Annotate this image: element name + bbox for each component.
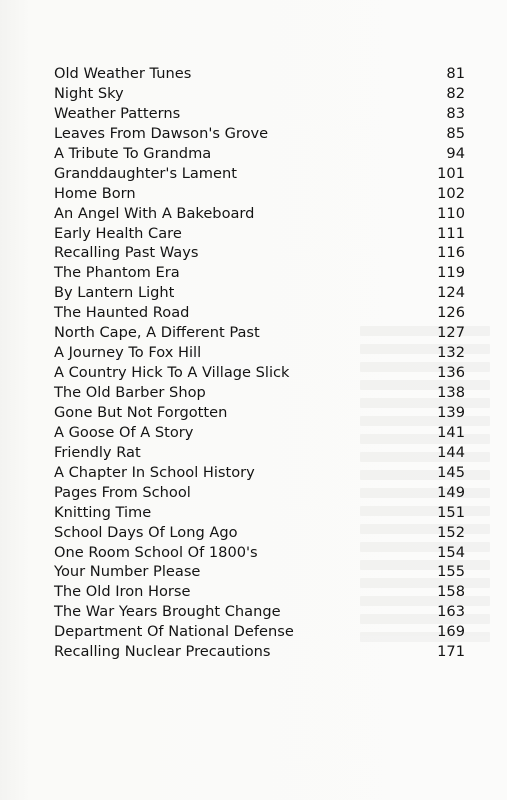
toc-entry (54, 463, 465, 483)
toc-entry (54, 144, 465, 164)
entry-title: Pages From School (54, 483, 191, 501)
entry-title: The Old Barber Shop (54, 384, 206, 401)
entry-page-number: 139 (437, 403, 465, 421)
entry-title: Your Number Please (54, 563, 201, 581)
entry-page-number: 149 (437, 483, 465, 501)
entry-page-number: 119 (437, 264, 465, 282)
toc-entry (54, 343, 465, 363)
toc-entry (54, 283, 465, 303)
toc-entry (54, 263, 465, 283)
entry-page-number: 171 (437, 643, 465, 661)
entry-page-number: 138 (437, 384, 465, 401)
entry-title: A Tribute To Grandma (54, 144, 212, 162)
toc-entry (54, 303, 465, 323)
entry-title: Weather Patterns (54, 104, 181, 122)
toc-entry (54, 363, 465, 383)
entry-title: An Angel With A Bakeboard (54, 204, 255, 222)
entry-title: Night Sky (54, 84, 124, 102)
entry-page-number: 124 (437, 284, 465, 302)
entry-page-number: 163 (437, 603, 465, 621)
entry-page-number: 155 (437, 563, 465, 581)
entry-title: The War Years Brought Change (54, 603, 281, 621)
entry-page-number: 83 (446, 104, 465, 122)
toc-entry (54, 523, 465, 543)
toc-entry (54, 84, 465, 104)
entry-title: North Cape, A Different Past (54, 324, 260, 342)
entry-title: School Days Of Long Ago (54, 523, 238, 541)
toc-entry (54, 443, 465, 463)
entry-page-number: 154 (437, 543, 465, 561)
toc-entry (54, 243, 465, 263)
toc-entry (54, 323, 465, 343)
toc-entry (54, 124, 465, 144)
table-of-contents (54, 64, 465, 662)
entry-title: Gone But Not Forgotten (54, 403, 228, 421)
toc-entry (54, 602, 465, 622)
entry-page-number: 141 (437, 423, 465, 441)
entry-page-number: 169 (437, 623, 465, 641)
toc-entry (54, 642, 465, 662)
entry-page-number: 136 (437, 364, 465, 382)
toc-entry (54, 562, 465, 582)
entry-title: The Phantom Era (54, 264, 180, 282)
toc-entry (54, 503, 465, 523)
entry-title: By Lantern Light (54, 284, 175, 302)
entry-page-number: 85 (446, 124, 465, 142)
toc-entry (54, 64, 465, 84)
entry-page-number: 101 (437, 164, 465, 182)
entry-page-number: 111 (437, 224, 465, 242)
entry-title: A Chapter In School History (54, 463, 255, 481)
entry-page-number: 94 (446, 144, 465, 162)
toc-entry (54, 164, 465, 184)
toc-entry (54, 184, 465, 204)
entry-page-number: 81 (446, 65, 465, 82)
toc-entry (54, 423, 465, 443)
entry-page-number: 132 (437, 344, 465, 362)
toc-entry (54, 582, 465, 602)
toc-entry (54, 483, 465, 503)
entry-title: Leaves From Dawson's Grove (54, 124, 269, 142)
toc-entry (54, 224, 465, 244)
entry-page-number: 82 (446, 84, 465, 102)
entry-page-number: 126 (437, 304, 465, 322)
toc-entry (54, 403, 465, 423)
entry-title: A Journey To Fox Hill (54, 344, 202, 362)
entry-title: The Haunted Road (54, 304, 190, 322)
toc-entry (54, 204, 465, 224)
entry-page-number: 102 (437, 184, 465, 202)
entry-title: One Room School Of 1800's (54, 543, 258, 561)
entry-page-number: 158 (437, 583, 465, 601)
entry-title: Recalling Past Ways (54, 244, 199, 262)
toc-entry (54, 104, 465, 124)
entry-page-number: 145 (437, 463, 465, 481)
entry-title: Department Of National Defense (54, 623, 294, 641)
entry-title: Knitting Time (54, 503, 152, 521)
entry-title: The Old Iron Horse (54, 583, 191, 601)
entry-title: Early Health Care (54, 224, 182, 242)
entry-title: Old Weather Tunes (54, 65, 192, 82)
entry-title: Granddaughter's Lament (54, 164, 237, 182)
entry-page-number: 144 (437, 443, 465, 461)
entry-title: Recalling Nuclear Precautions (54, 643, 271, 661)
toc-entry (54, 383, 465, 403)
entry-title: A Country Hick To A Village Slick (54, 364, 290, 382)
entry-page-number: 151 (437, 503, 465, 521)
entry-title: Home Born (54, 184, 136, 202)
entry-title: Friendly Rat (54, 443, 141, 461)
entry-page-number: 127 (437, 324, 465, 342)
toc-entry (54, 543, 465, 563)
entry-page-number: 110 (437, 204, 465, 222)
entry-page-number: 116 (437, 244, 465, 262)
entry-title: A Goose Of A Story (54, 423, 194, 441)
toc-entry (54, 622, 465, 642)
entry-page-number: 152 (437, 523, 465, 541)
